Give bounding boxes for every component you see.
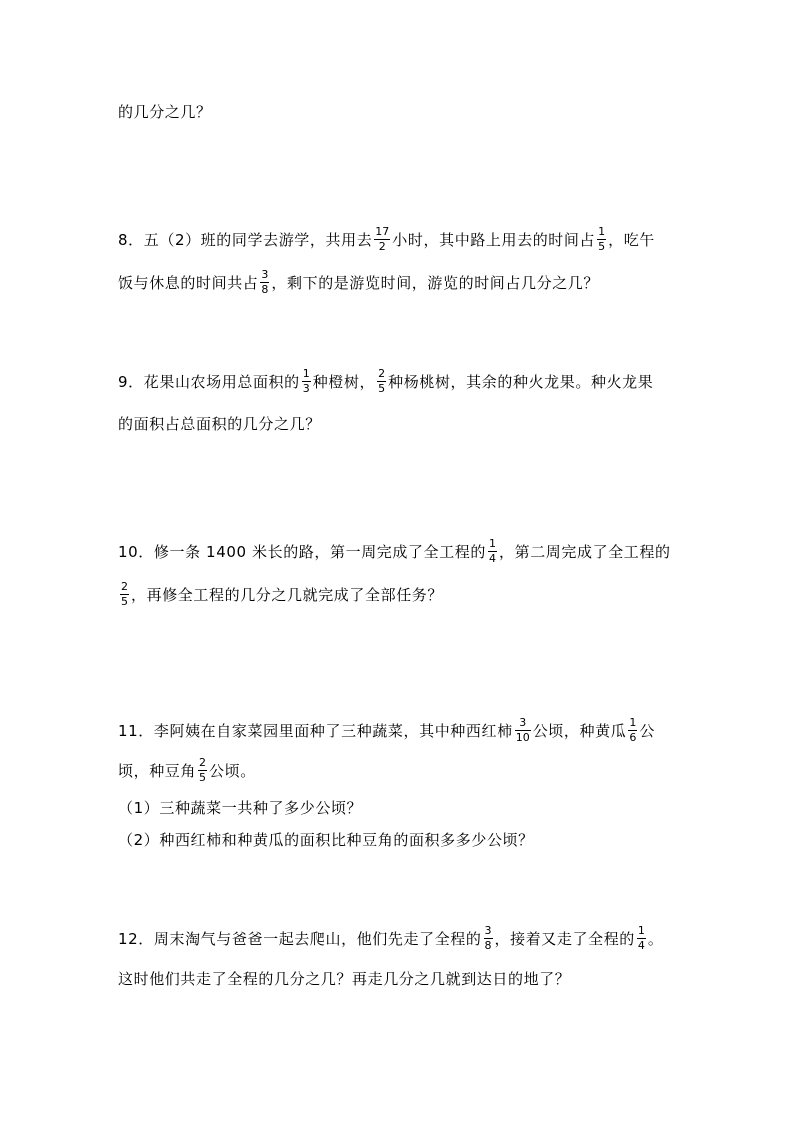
q12-line-2 — [118, 968, 570, 989]
q10-text-b: ，第二周完成了全工程的 — [499, 542, 671, 561]
q11-sub-1 — [118, 797, 362, 818]
fraction-2-5: $\frac{2}{5}$ — [378, 367, 386, 395]
q12-text-c: 。 — [647, 929, 664, 948]
q10-line-1 — [118, 538, 671, 564]
fraction-17-2: $\frac{17}{2}$ — [375, 225, 390, 253]
q8-text-e: ，剩下的是游览时间，游览的时间占几分之几？ — [271, 273, 600, 292]
fraction-3-8: $\frac{3}{8}$ — [484, 924, 492, 952]
q11-line-2 — [118, 757, 256, 783]
fraction-2-5: $\frac{2}{5}$ — [199, 756, 207, 784]
q10-text-c: ，再修全工程的几分之几就完成了全部任务？ — [131, 585, 444, 604]
q9-line-2 — [118, 413, 321, 434]
q8-line-1 — [118, 226, 655, 252]
q8-text-d: 饭与休息的时间共占 — [118, 273, 259, 292]
fraction-1-6: $\frac{1}{6}$ — [629, 716, 637, 744]
q8-text-a: 8．五（2）班的同学去游学，共用去 — [118, 230, 373, 249]
fraction-3-10: $\frac{3}{10}$ — [515, 716, 530, 744]
q11-sub-2 — [118, 829, 534, 850]
fraction-1-3: $\frac{1}{3}$ — [302, 367, 310, 395]
fraction-1-4: $\frac{1}{4}$ — [489, 537, 496, 565]
q11-line-1 — [118, 717, 655, 743]
q11-text-d: 顷，种豆角 — [118, 761, 197, 780]
q10-line-2 — [118, 581, 443, 607]
q12-text-a: 12．周末淘气与爸爸一起去爬山，他们先走了全程的 — [118, 929, 482, 948]
q8-text-c: ，吃午 — [608, 230, 655, 249]
q8-text-b: 小时，其中路上用去的时间占 — [392, 230, 596, 249]
q8-line-2 — [118, 269, 599, 295]
q11-sub-2-text: （2）种西红柿和种黄瓜的面积比种豆角的面积多多少公顷？ — [118, 831, 534, 849]
q7-tail-line — [118, 101, 212, 122]
q11-sub-1-text: （1）三种蔬菜一共种了多少公顷？ — [118, 799, 363, 817]
q11-text-b: 公顷，种黄瓜 — [532, 721, 627, 740]
fraction-3-8: $\frac{3}{8}$ — [261, 268, 269, 296]
q11-text-c: 公 — [639, 721, 655, 740]
fraction-1-4: $\frac{1}{4}$ — [637, 924, 645, 952]
q9-line-1 — [118, 368, 653, 394]
q12-text-b: ，接着又走了全程的 — [494, 929, 635, 948]
q9-text-b: 种橙树， — [312, 372, 376, 391]
q7-tail-text: 的几分之几？ — [118, 103, 212, 121]
q9-text-d: 的面积占总面积的几分之几？ — [118, 415, 321, 433]
q9-text-a: 9．花果山农场用总面积的 — [118, 372, 300, 391]
q12-text-d: 这时他们共走了全程的几分之几？再走几分之几就到达日的地了？ — [118, 970, 571, 988]
q12-line-1 — [118, 925, 664, 951]
q11-text-e: 公顷。 — [209, 761, 256, 780]
q9-text-c: 种杨桃树，其余的种火龙果。种火龙果 — [388, 372, 654, 391]
fraction-2-5: $\frac{2}{5}$ — [121, 580, 128, 608]
fraction-1-5: $\frac{1}{5}$ — [598, 225, 606, 253]
q11-text-a: 11．李阿姨在自家菜园里面种了三种蔬菜，其中种西红柿 — [118, 721, 513, 740]
q10-text-a: 10．修一条 1400 米长的路，第一周完成了全工程的 — [118, 542, 486, 561]
